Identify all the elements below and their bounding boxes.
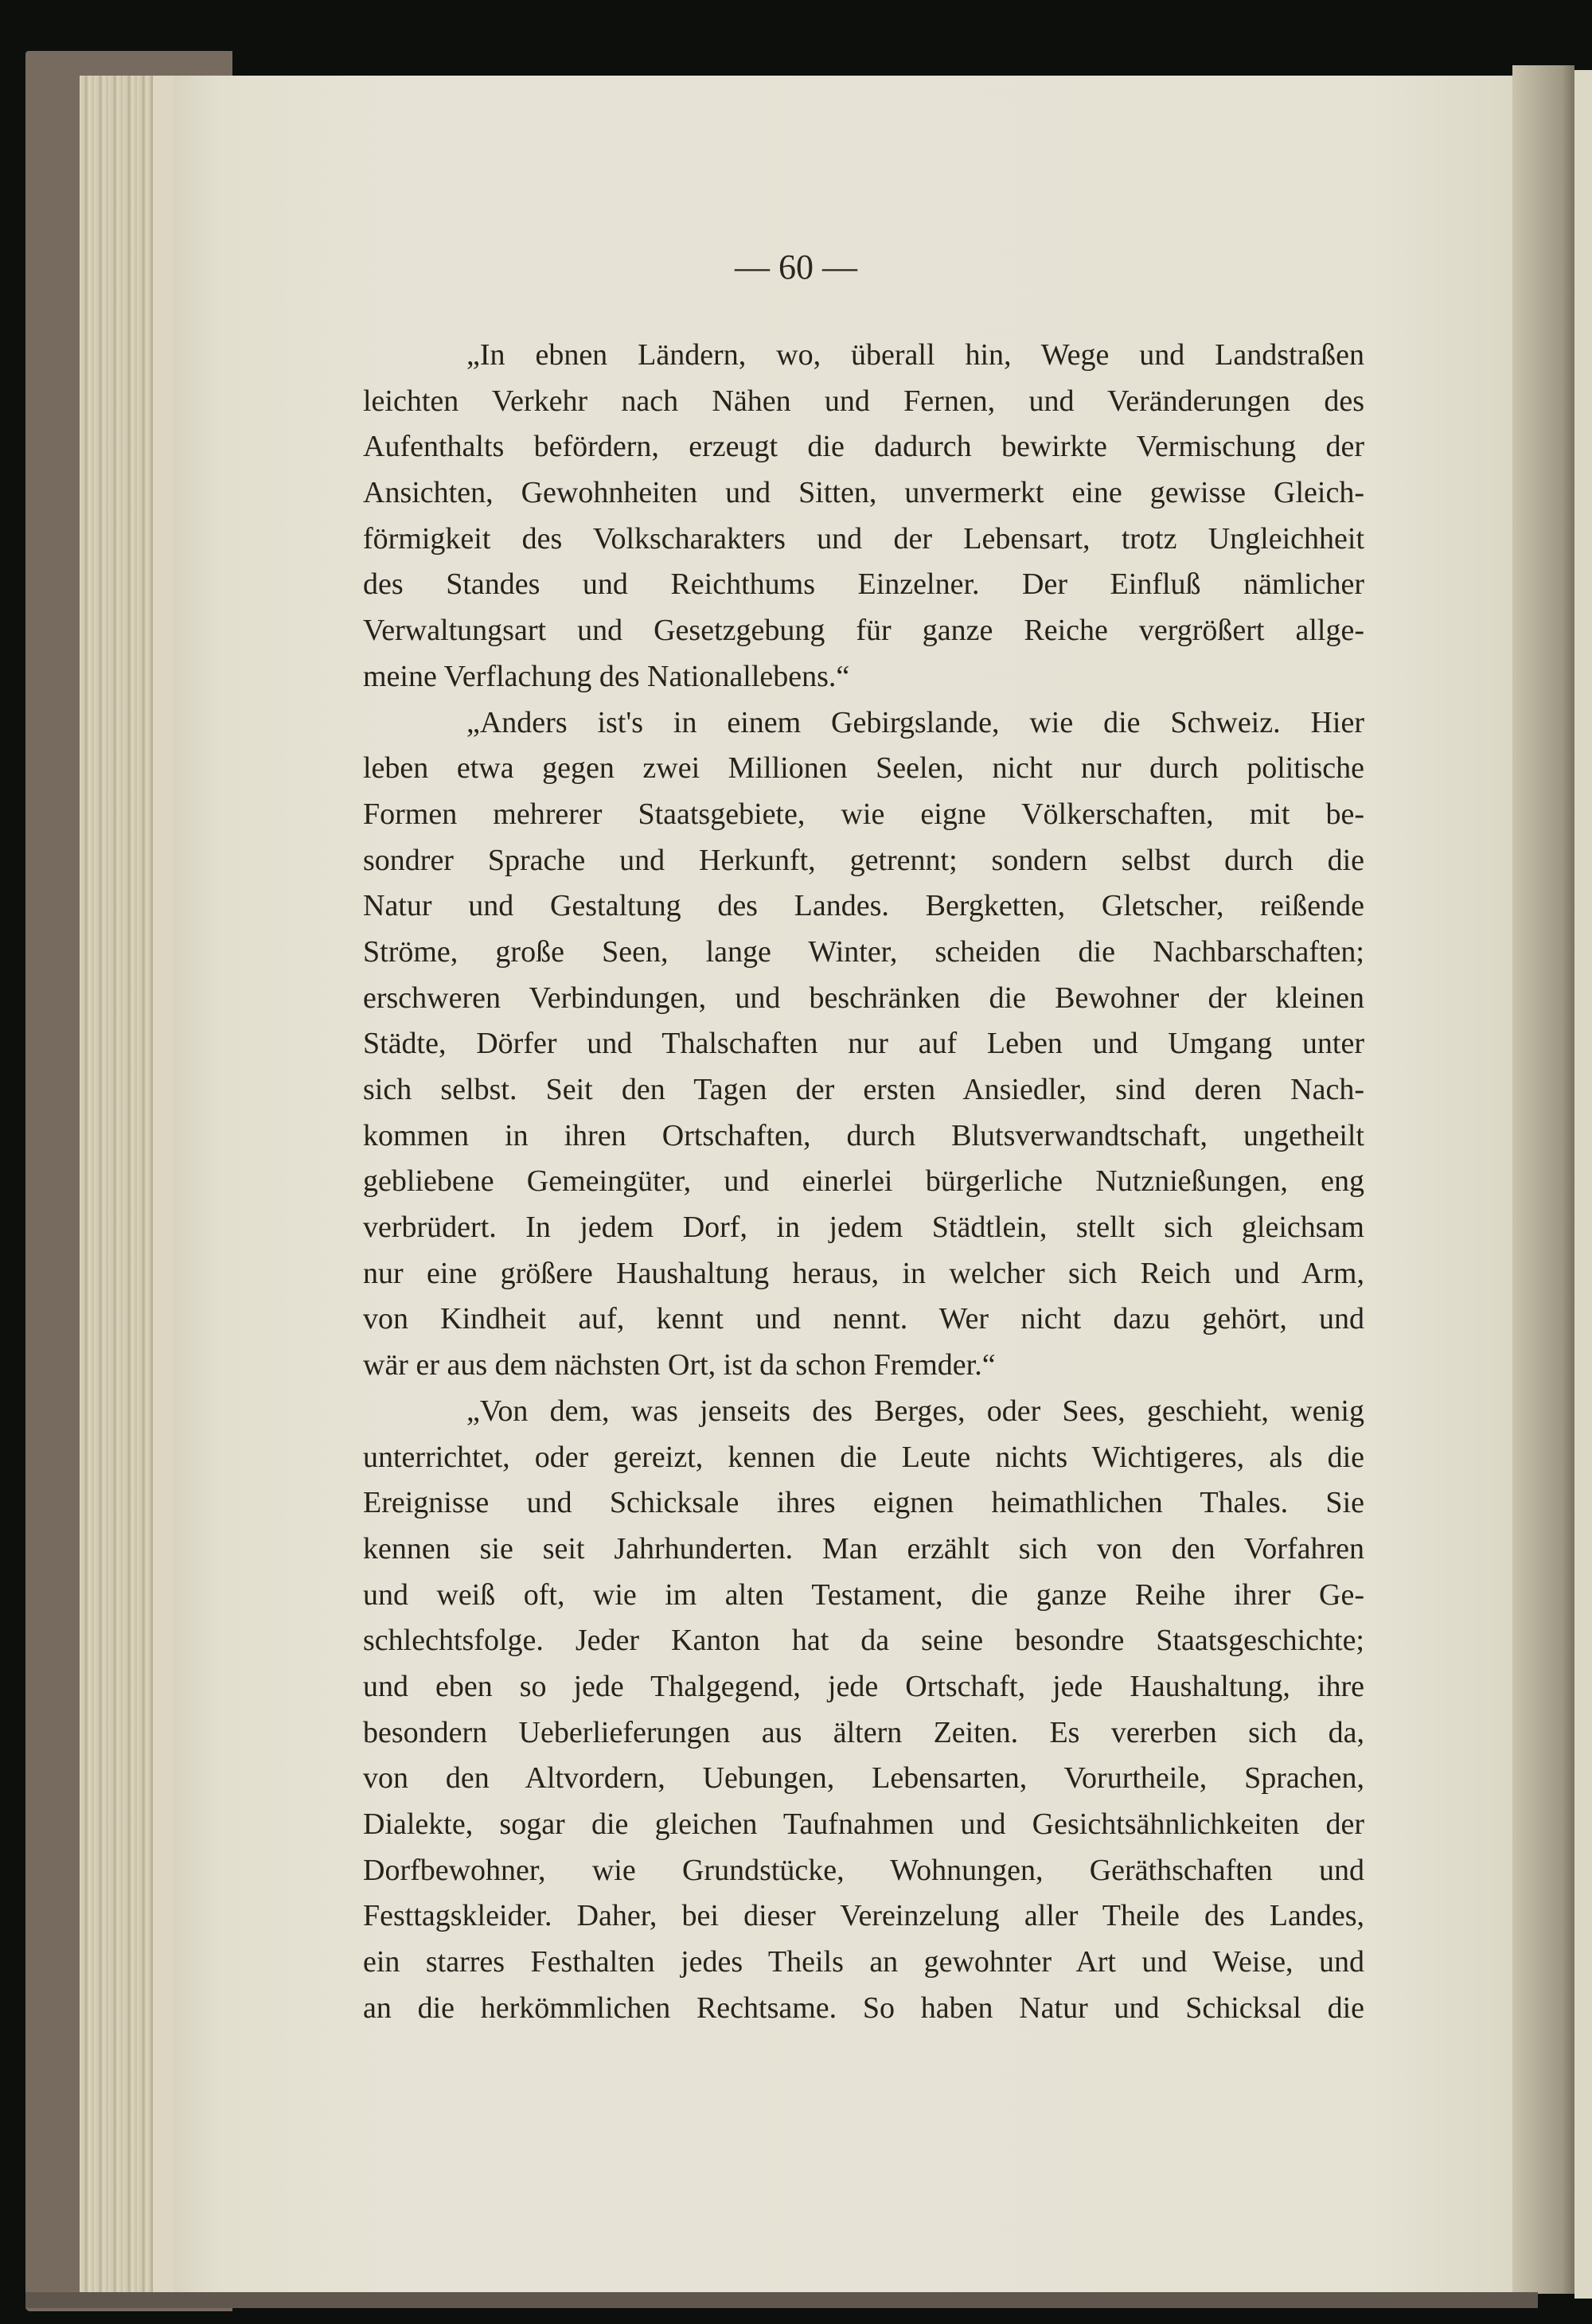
- text-line: sondrer Sprache und Herkunft, getrennt; sondern selbst durch die: [363, 843, 1364, 877]
- cover-bottom-edge: [25, 2292, 1538, 2308]
- body-text: [363, 333, 1364, 2031]
- text-line: „In ebnen Ländern, wo, überall hin, Wege und Landstraßen: [466, 338, 1364, 372]
- text-line: sich selbst. Seit den Tagen der ersten Ansiedler, sind deren Nach-: [363, 1073, 1364, 1106]
- text-line: Ereignisse und Schicksale ihres eignen heimathlichen Thales. Sie: [363, 1486, 1364, 1520]
- text-line: kennen sie seit Jahrhunderten. Man erzählt sich von den Vorfahren: [363, 1531, 1364, 1566]
- text-line: und weiß oft, wie im alten Testament, die ganze Reihe ihrer Ge-: [363, 1577, 1364, 1612]
- text-line: kommen in ihren Ortschaften, durch Blutsverwandtschaft, ungetheilt: [363, 1118, 1364, 1152]
- text-line: leichten Verkehr nach Nähen und Fernen, und Veränderungen des: [363, 384, 1364, 418]
- text-line: Festtagskleider. Daher, bei dieser Vereinzelung aller Theile des Landes,: [363, 1899, 1364, 1933]
- text-line: meine Verflachung des Nationallebens.“: [363, 659, 850, 693]
- text-line: Aufenthalts befördern, erzeugt die dadurch bewirkte Vermischung der: [363, 430, 1364, 464]
- text-line: Ströme, große Seen, lange Winter, scheiden die Nachbarschaften;: [363, 934, 1364, 969]
- text-line: förmigkeit des Volkscharakters und der Lebensart, trotz Ungleichheit: [363, 521, 1364, 556]
- text-line: besondern Ueberlieferungen aus ältern Zeiten. Es vererben sich da,: [363, 1715, 1364, 1749]
- text-line: unterrichtet, oder gereizt, kennen die Leute nichts Wichtigeres, als die: [363, 1440, 1364, 1474]
- text-line: Städte, Dörfer und Thalschaften nur auf Leben und Umgang unter: [363, 1027, 1364, 1061]
- text-line: schlechtsfolge. Jeder Kanton hat da seine besondre Staatsgeschichte;: [363, 1624, 1364, 1658]
- text-line: des Standes und Reichthums Einzelner. Der Einfluß nämlicher: [363, 567, 1364, 602]
- text-line: Natur und Gestaltung des Landes. Bergketten, Gletscher, reißende: [363, 889, 1364, 923]
- text-line: verbrüdert. In jedem Dorf, in jedem Städtlein, stellt sich gleichsam: [363, 1211, 1364, 1245]
- text-line: und eben so jede Thalgegend, jede Ortschaft, jede Haushaltung, ihre: [363, 1669, 1364, 1703]
- text-line: Ansichten, Gewohnheiten und Sitten, unvermerkt eine gewisse Gleich-: [363, 476, 1364, 510]
- page-number: — 60 —: [735, 248, 857, 287]
- text-line: von den Altvordern, Uebungen, Lebensarten, Vorurtheile, Sprachen,: [363, 1761, 1364, 1796]
- text-line: wär er aus dem nächsten Ort, ist da schon Fremder.“: [363, 1348, 996, 1382]
- text-line: erschweren Verbindungen, und beschränken die Bewohner der kleinen: [363, 981, 1364, 1015]
- text-line: Formen mehrerer Staatsgebiete, wie eigne Völkerschaften, mit be-: [363, 797, 1364, 831]
- text-line: Verwaltungsart und Gesetzgebung für ganze Reiche vergrößert allge-: [363, 614, 1364, 648]
- gutter-shadow: [1512, 65, 1574, 2294]
- text-line: gebliebene Gemeingüter, und einerlei bürgerliche Nutznießungen, eng: [363, 1164, 1364, 1199]
- text-line: ein starres Festhalten jedes Theils an gewohnter Art und Weise, und: [363, 1945, 1364, 1979]
- text-line: an die herkömmlichen Rechtsame. So haben Natur und Schicksal die: [363, 1991, 1364, 2025]
- text-line: leben etwa gegen zwei Millionen Seelen, nicht nur durch politische: [363, 751, 1364, 786]
- text-line: Dialekte, sogar die gleichen Taufnahmen und Gesichtsähnlichkeiten der: [363, 1807, 1364, 1841]
- facing-page-edge: [1574, 70, 1592, 2299]
- text-line: „Von dem, was jenseits des Berges, oder Sees, geschieht, wenig: [466, 1394, 1364, 1428]
- page-stack-edge: [151, 76, 175, 2296]
- text-line: „Anders ist's in einem Gebirgslande, wie die Schweiz. Hier: [466, 705, 1364, 739]
- text-line: von Kindheit auf, kennt und nennt. Wer nicht dazu gehört, und: [363, 1302, 1364, 1336]
- text-line: Dorfbewohner, wie Grundstücke, Wohnungen, Geräthschaften und: [363, 1853, 1364, 1887]
- text-line: nur eine größere Haushaltung heraus, in welcher sich Reich und Arm,: [363, 1256, 1364, 1290]
